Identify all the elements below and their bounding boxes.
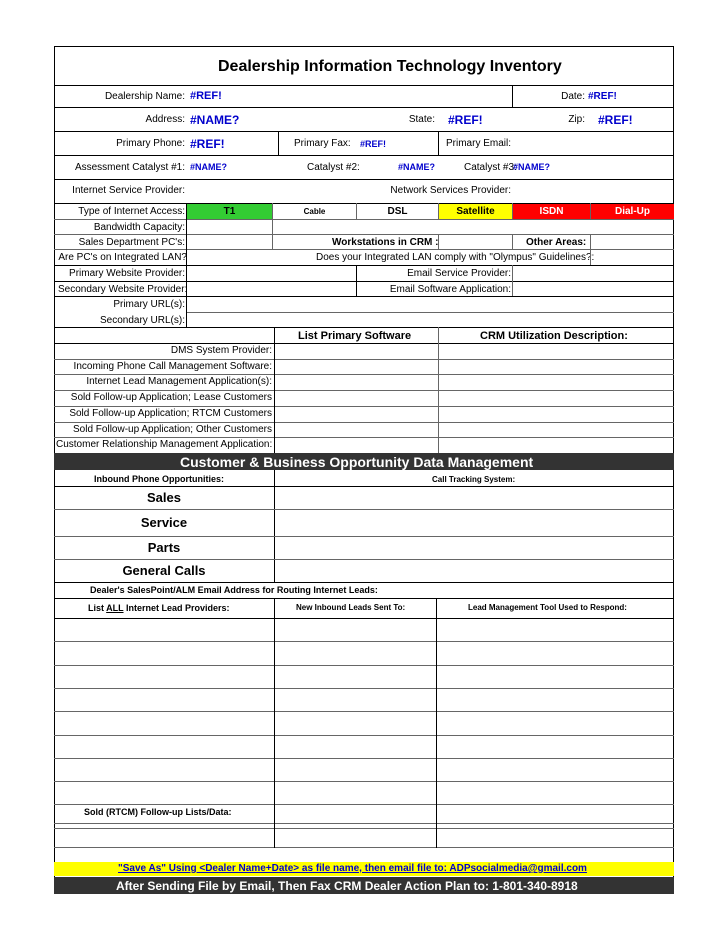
access-type-4[interactable]: ISDN xyxy=(513,204,590,219)
software-item-6: Customer Relationship Management Application: xyxy=(56,439,273,451)
software-item-3: Sold Follow-up Application; Lease Customers xyxy=(70,392,272,404)
zip-label: Zip: xyxy=(568,114,585,125)
inbound-header: Inbound Phone Opportunities: xyxy=(94,474,224,484)
dealership-name-value[interactable]: #REF! xyxy=(190,90,222,102)
primary-url-label: Primary URL(s): xyxy=(113,299,185,310)
access-type-2[interactable]: DSL xyxy=(357,204,438,219)
software-item-0: DMS System Provider: xyxy=(170,345,272,356)
page-title: Dealership Information Technology Inventory xyxy=(218,58,562,75)
date-value[interactable]: #REF! xyxy=(588,91,617,102)
access-type-1[interactable]: Cable xyxy=(273,204,356,219)
inbound-item-1: Service xyxy=(140,515,188,530)
sold-header: Sold (RTCM) Follow-up Lists/Data: xyxy=(84,807,232,817)
secondary-website-label: Secondary Website Provider: xyxy=(58,284,188,295)
software-header-crm: CRM Utilization Description: xyxy=(480,330,628,342)
inbound-item-2: Parts xyxy=(147,540,181,555)
catalyst2-value[interactable]: #NAME? xyxy=(398,162,436,172)
zip-value[interactable]: #REF! xyxy=(598,113,633,127)
catalyst2-label: Catalyst #2: xyxy=(307,162,360,173)
software-item-5: Sold Follow-up Application; Other Customers xyxy=(73,423,272,435)
primary-website-label: Primary Website Provider: xyxy=(69,268,185,279)
catalyst3-label: Catalyst #3: xyxy=(464,162,517,173)
secondary-url-label: Secondary URL(s): xyxy=(99,315,185,326)
bandwidth-label: Bandwidth Capacity: xyxy=(93,222,185,233)
email-provider-label: Email Service Provider: xyxy=(407,268,511,279)
form-frame xyxy=(54,46,674,894)
inbound-item-3: General Calls xyxy=(122,563,206,578)
primary-phone-label: Primary Phone: xyxy=(116,138,185,149)
new-leads-header: New Inbound Leads Sent To: xyxy=(296,603,406,612)
email-software-label: Email Software Application: xyxy=(389,284,511,295)
catalyst3-value[interactable]: #NAME? xyxy=(513,162,551,172)
primary-phone-value[interactable]: #REF! xyxy=(190,137,225,151)
state-label: State: xyxy=(408,114,435,125)
isp-label: Internet Service Provider: xyxy=(72,185,185,196)
catalyst1-label: Assessment Catalyst #1: xyxy=(74,162,185,173)
software-item-1: Incoming Phone Call Management Software: xyxy=(73,360,272,372)
state-value[interactable]: #REF! xyxy=(448,113,483,127)
workstations-crm-label: Workstations in CRM : xyxy=(332,237,439,248)
inbound-item-0: Sales xyxy=(147,490,181,505)
olympus-label: Does your Integrated LAN comply with "Olympus" Guidelines?: xyxy=(316,252,595,263)
footer-save-as[interactable]: "Save As" Using <Dealer Name+Date> as file name, then email file to: ADPsocialmedia@gmail.com xyxy=(118,863,587,874)
software-item-4: Sold Follow-up Application; RTCM Customers xyxy=(69,407,272,419)
other-areas-label: Other Areas: xyxy=(526,237,587,248)
pcs-lan-label: Are PC's on Integrated LAN? xyxy=(58,252,187,263)
sales-pcs-label: Sales Department PC's: xyxy=(78,237,185,248)
access-type-0[interactable]: T1 xyxy=(187,204,272,219)
software-header-primary: List Primary Software xyxy=(298,330,412,342)
access-type-3[interactable]: Satellite xyxy=(439,204,512,219)
footer-fax-line: After Sending File by Email, Then Fax CRM Dealer Action Plan to: 1-801-340-8918 xyxy=(116,879,578,893)
lead-tool-header: Lead Management Tool Used to Respond: xyxy=(468,603,627,612)
salespoint-label: Dealer's SalesPoint/ALM Email Address for Routing Internet Leads: xyxy=(90,585,378,595)
address-label: Address: xyxy=(145,114,185,125)
access-type-5[interactable]: Dial-Up xyxy=(591,204,674,219)
date-label: Date: xyxy=(561,91,585,102)
primary-email-label: Primary Email: xyxy=(446,138,512,149)
primary-fax-label: Primary Fax: xyxy=(294,138,351,149)
address-value[interactable]: #NAME? xyxy=(190,113,240,127)
catalyst1-value[interactable]: #NAME? xyxy=(190,162,228,172)
nsp-label: Network Services Provider: xyxy=(390,185,511,196)
call-tracking-label: Call Tracking System: xyxy=(432,475,516,484)
section-banner-title: Customer & Business Opportunity Data Management xyxy=(180,454,534,470)
primary-fax-value[interactable]: #REF! xyxy=(360,139,387,149)
dealership-name-label: Dealership Name: xyxy=(104,91,185,102)
internet-access-label: Type of Internet Access: xyxy=(78,206,185,217)
providers-header: List ALL Internet Lead Providers: xyxy=(88,603,230,613)
software-item-2: Internet Lead Management Application(s): xyxy=(86,376,272,388)
